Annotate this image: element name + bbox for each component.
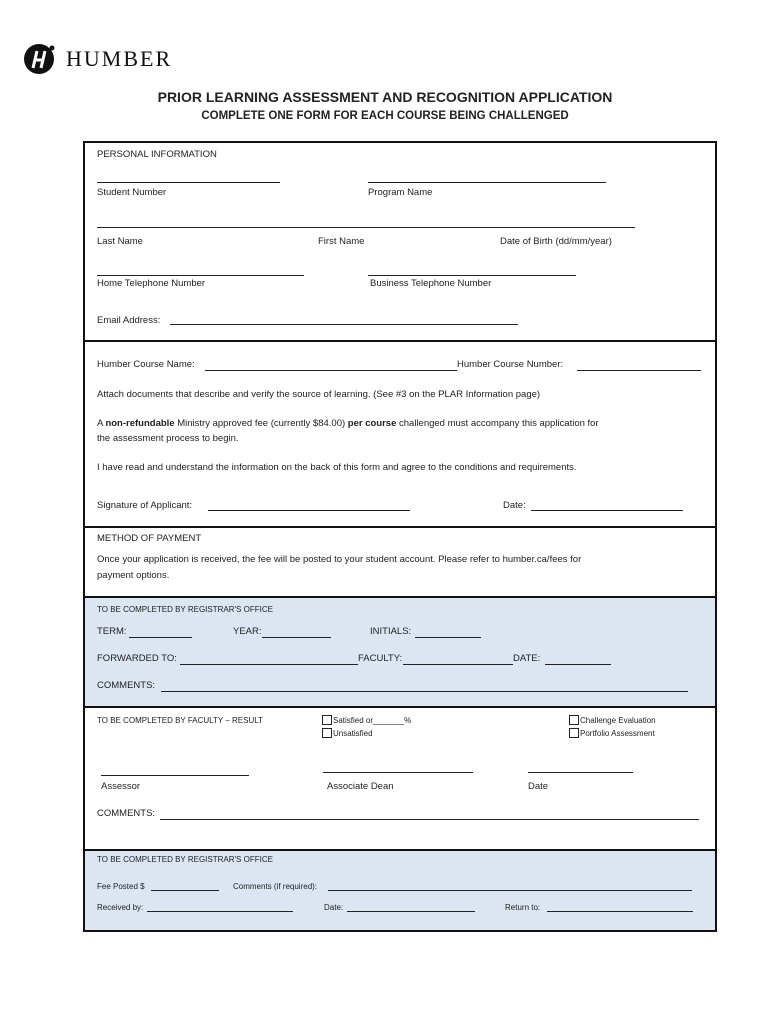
forwarded-label: FORWARDED TO: [97, 653, 177, 664]
course-number-field[interactable] [577, 370, 701, 371]
email-field[interactable] [170, 324, 518, 325]
name-dob-field[interactable] [97, 227, 635, 228]
assessor-signature-field[interactable] [101, 775, 249, 776]
fee-posted-label: Fee Posted $ [97, 882, 145, 891]
course-number-label: Humber Course Number: [457, 359, 564, 370]
registrar-office-final-section [85, 851, 715, 930]
registrar-heading: TO BE COMPLETED BY REGISTRAR'S OFFICE [97, 605, 273, 614]
faculty-comments-label: COMMENTS: [97, 808, 156, 819]
course-name-label: Humber Course Name: [97, 359, 195, 370]
received-by-field[interactable] [147, 911, 293, 912]
registrar-final-heading: TO BE COMPLETED BY REGISTRAR'S OFFICE [97, 855, 273, 864]
received-by-label: Received by: [97, 903, 144, 912]
course-name-field[interactable] [205, 370, 457, 371]
payment-section [85, 528, 715, 598]
last-name-label: Last Name [97, 236, 143, 247]
business-phone-field[interactable] [368, 275, 576, 276]
registrar-comments-field[interactable] [161, 691, 688, 692]
application-form [83, 141, 717, 932]
year-label: YEAR: [233, 626, 262, 637]
assessor-label: Assessor [101, 781, 141, 792]
signature-label: Signature of Applicant: [97, 500, 193, 511]
registrar-office-section [85, 598, 715, 708]
final-comments-label: Comments (if required): [233, 882, 318, 891]
forwarded-field[interactable] [180, 664, 358, 665]
attach-instructions: Attach documents that describe and verify the source of learning. (See #3 on the PLAR Information page) [97, 389, 541, 400]
agreement-text: I have read and understand the information on the back of this form and agree to the conditions and requirements. [97, 462, 577, 473]
initials-field[interactable] [415, 637, 481, 638]
signature-field[interactable] [208, 510, 410, 511]
assoc-dean-label: Associate Dean [327, 781, 394, 792]
faculty-result-section [85, 708, 715, 851]
final-comments-field[interactable] [328, 890, 692, 891]
faculty-heading: TO BE COMPLETED BY FACULTY – RESULT [97, 716, 263, 725]
payment-heading: METHOD OF PAYMENT [97, 533, 202, 544]
program-name-label: Program Name [368, 187, 433, 198]
return-to-field[interactable] [547, 911, 693, 912]
payment-text-line1: Once your application is received, the fee will be posted to your student account. Please refer to humber.ca/fees for [97, 554, 582, 565]
signature-date-field[interactable] [531, 510, 683, 511]
satisfied-label: Satisfied or_______% [333, 716, 412, 725]
dob-label: Date of Birth (dd/mm/year) [500, 236, 612, 247]
return-to-label: Return to: [505, 903, 541, 912]
humber-logo-icon [22, 42, 56, 76]
student-number-label: Student Number [97, 187, 167, 198]
fee-statement-cont: the assessment process to begin. [97, 433, 239, 444]
first-name-label: First Name [318, 236, 365, 247]
registrar-comments-label: COMMENTS: [97, 680, 156, 691]
satisfied-checkbox[interactable] [322, 715, 332, 725]
student-number-field[interactable] [97, 182, 280, 183]
registrar-date-field[interactable] [545, 664, 611, 665]
faculty-field[interactable] [403, 664, 513, 665]
faculty-comments-field[interactable] [160, 819, 699, 820]
email-label: Email Address: [97, 315, 161, 326]
signature-date-label: Date: [503, 500, 526, 511]
portfolio-assessment-label: Portfolio Assessment [580, 729, 655, 738]
term-label: TERM: [97, 626, 127, 637]
initials-label: INITIALS: [370, 626, 412, 637]
faculty-label: FACULTY: [358, 653, 403, 664]
personal-information-section [85, 143, 715, 342]
faculty-date-label: Date [528, 781, 549, 792]
form-title: PRIOR LEARNING ASSESSMENT AND RECOGNITION APPLICATION [157, 89, 613, 105]
home-phone-label: Home Telephone Number [97, 278, 206, 289]
unsatisfied-label: Unsatisfied [333, 729, 373, 738]
year-field[interactable] [262, 637, 331, 638]
faculty-date-field[interactable] [528, 772, 633, 773]
payment-text-line2: payment options. [97, 570, 170, 581]
home-phone-field[interactable] [97, 275, 304, 276]
challenge-evaluation-label: Challenge Evaluation [580, 716, 656, 725]
program-name-field[interactable] [368, 182, 606, 183]
business-phone-label: Business Telephone Number [370, 278, 492, 289]
assoc-dean-signature-field[interactable] [323, 772, 473, 773]
fee-statement: A non-refundable Ministry approved fee (currently $84.00) per course challenged must accompany this application for [97, 418, 599, 429]
course-section [85, 342, 715, 528]
registrar-date-label: DATE: [513, 653, 541, 664]
unsatisfied-checkbox[interactable] [322, 728, 332, 738]
final-date-field[interactable] [347, 911, 475, 912]
portfolio-assessment-checkbox[interactable] [569, 728, 579, 738]
form-subtitle: COMPLETE ONE FORM FOR EACH COURSE BEING CHALLENGED [201, 110, 569, 122]
final-date-label: Date: [324, 903, 344, 912]
personal-info-heading: PERSONAL INFORMATION [97, 149, 217, 160]
brand-name: HUMBER [66, 46, 173, 71]
challenge-evaluation-checkbox[interactable] [569, 715, 579, 725]
fee-posted-field[interactable] [151, 890, 219, 891]
term-field[interactable] [129, 637, 192, 638]
